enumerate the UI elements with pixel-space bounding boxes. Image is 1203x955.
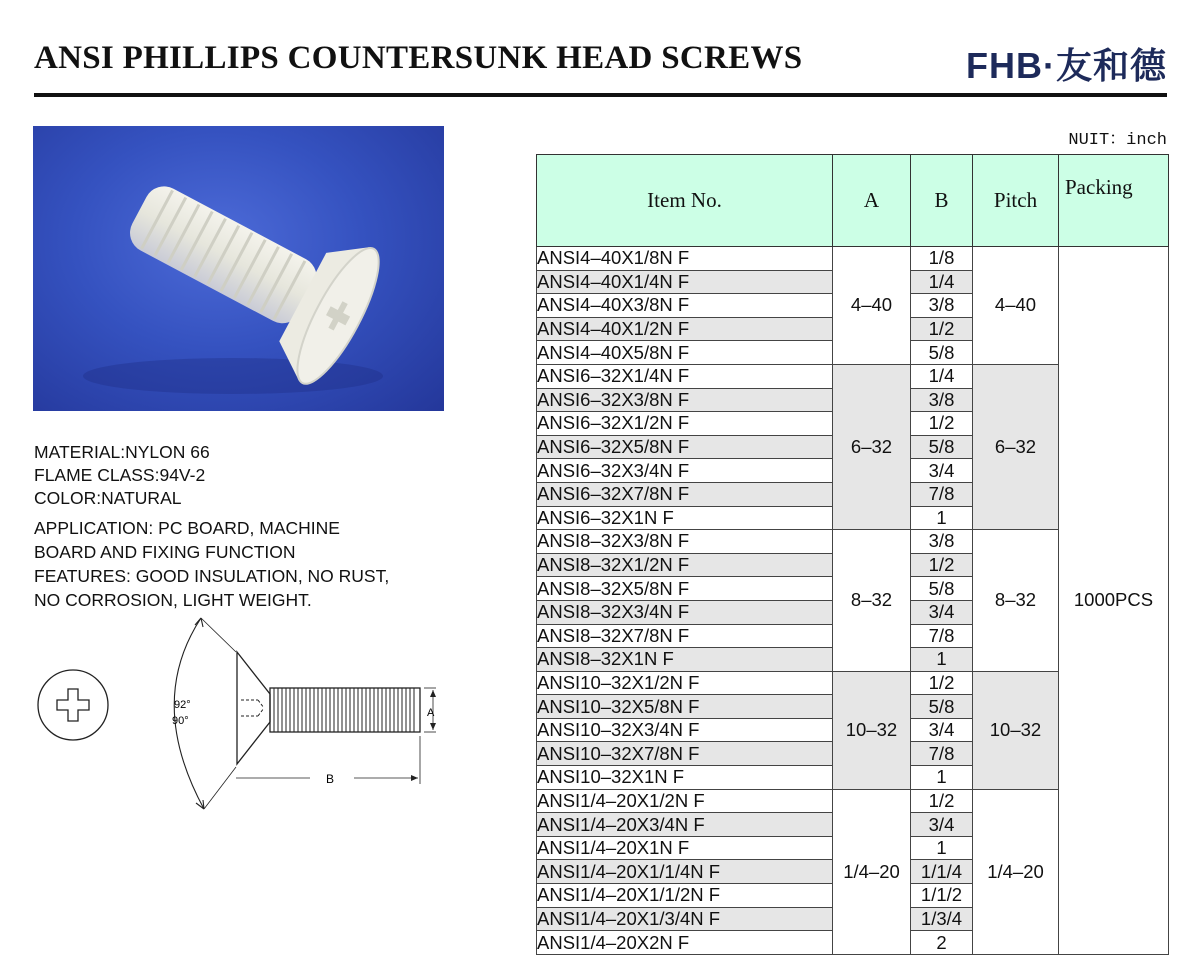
table-body <box>537 247 1169 955</box>
table-header-row <box>537 155 1169 247</box>
cell-a: 8–32 <box>833 530 911 672</box>
cell-item-no: ANSI4–40X1/2N F <box>537 317 833 341</box>
cell-a: 10–32 <box>833 671 911 789</box>
cell-b: 3/8 <box>911 294 973 318</box>
cell-item-no: ANSI6–32X1/4N F <box>537 364 833 388</box>
header-item-no: Item No. <box>537 155 833 247</box>
cell-b: 1/2 <box>911 553 973 577</box>
cell-b: 3/8 <box>911 388 973 412</box>
cell-item-no: ANSI10–32X7/8N F <box>537 742 833 766</box>
cell-b: 2 <box>911 931 973 955</box>
cell-b: 1/1/2 <box>911 884 973 908</box>
title-divider <box>34 93 1167 97</box>
application-line-2: BOARD AND FIXING FUNCTION <box>34 542 296 562</box>
cell-b: 1 <box>911 766 973 790</box>
cell-b: 3/4 <box>911 813 973 837</box>
cell-item-no: ANSI10–32X3/4N F <box>537 718 833 742</box>
cell-item-no: ANSI4–40X5/8N F <box>537 341 833 365</box>
cell-item-no: ANSI1/4–20X1/2N F <box>537 789 833 813</box>
cell-b: 5/8 <box>911 435 973 459</box>
cell-item-no: ANSI8–32X1N F <box>537 648 833 672</box>
cell-packing: 1000PCS <box>1059 247 1169 955</box>
cell-a: 4–40 <box>833 247 911 365</box>
spec-table <box>536 154 1169 955</box>
cell-b: 1/2 <box>911 789 973 813</box>
cell-pitch: 6–32 <box>973 364 1059 529</box>
header-b: B <box>911 155 973 247</box>
unit-note: NUIT：inch <box>1068 131 1167 150</box>
cell-item-no: ANSI6–32X7/8N F <box>537 482 833 506</box>
cell-b: 3/4 <box>911 459 973 483</box>
cell-b: 3/4 <box>911 600 973 624</box>
cell-item-no: ANSI8–32X3/8N F <box>537 530 833 554</box>
screw-dimension-diagram <box>36 612 436 822</box>
application-line-4: NO CORROSION, LIGHT WEIGHT. <box>34 590 312 610</box>
cell-b: 5/8 <box>911 341 973 365</box>
brand-logo: FHB·友和德 <box>966 45 1167 86</box>
cell-a: 6–32 <box>833 364 911 529</box>
cell-item-no: ANSI1/4–20X1/3/4N F <box>537 907 833 931</box>
cell-b: 1/4 <box>911 364 973 388</box>
cell-item-no: ANSI10–32X1N F <box>537 766 833 790</box>
spec-material: MATERIAL:NYLON 66 <box>34 442 210 462</box>
cell-a: 1/4–20 <box>833 789 911 954</box>
cell-item-no: ANSI6–32X3/4N F <box>537 459 833 483</box>
header-a: A <box>833 155 911 247</box>
dimension-a-label: A <box>427 707 435 719</box>
cell-item-no: ANSI8–32X7/8N F <box>537 624 833 648</box>
cell-b: 5/8 <box>911 695 973 719</box>
cell-b: 1/8 <box>911 247 973 271</box>
cell-b: 1 <box>911 506 973 530</box>
header-packing: Packing <box>1059 155 1169 247</box>
cell-b: 1 <box>911 836 973 860</box>
cell-pitch: 4–40 <box>973 247 1059 365</box>
cell-item-no: ANSI6–32X3/8N F <box>537 388 833 412</box>
application-line-1: APPLICATION: PC BOARD, MACHINE <box>34 518 340 538</box>
cell-b: 1 <box>911 648 973 672</box>
cell-pitch: 8–32 <box>973 530 1059 672</box>
cell-item-no: ANSI8–32X5/8N F <box>537 577 833 601</box>
cell-b: 1/2 <box>911 317 973 341</box>
cell-item-no: ANSI8–32X1/2N F <box>537 553 833 577</box>
spec-color: COLOR:NATURAL <box>34 488 182 508</box>
cell-item-no: ANSI10–32X1/2N F <box>537 671 833 695</box>
cell-item-no: ANSI6–32X1N F <box>537 506 833 530</box>
spec-flame-class: FLAME CLASS:94V-2 <box>34 465 206 485</box>
product-photo <box>33 126 444 411</box>
material-specs <box>34 441 210 510</box>
cell-item-no: ANSI6–32X1/2N F <box>537 412 833 436</box>
angle-label-90: 90° <box>172 715 189 727</box>
screw-photo-illustration <box>33 126 444 411</box>
cell-item-no: ANSI4–40X1/4N F <box>537 270 833 294</box>
cell-item-no: ANSI10–32X5/8N F <box>537 695 833 719</box>
header-pitch: Pitch <box>973 155 1059 247</box>
cell-b: 1/4 <box>911 270 973 294</box>
cell-item-no: ANSI4–40X3/8N F <box>537 294 833 318</box>
application-line-3: FEATURES: GOOD INSULATION, NO RUST, <box>34 566 390 586</box>
cell-item-no: ANSI1/4–20X1/1/4N F <box>537 860 833 884</box>
cell-b: 1/3/4 <box>911 907 973 931</box>
cell-pitch: 1/4–20 <box>973 789 1059 954</box>
cell-b: 3/4 <box>911 718 973 742</box>
table-row <box>537 247 1169 271</box>
cell-pitch: 10–32 <box>973 671 1059 789</box>
cell-item-no: ANSI6–32X5/8N F <box>537 435 833 459</box>
cell-b: 5/8 <box>911 577 973 601</box>
cell-b: 7/8 <box>911 482 973 506</box>
cell-b: 1/2 <box>911 412 973 436</box>
cell-item-no: ANSI1/4–20X1/1/2N F <box>537 884 833 908</box>
cell-item-no: ANSI8–32X3/4N F <box>537 600 833 624</box>
cell-item-no: ANSI4–40X1/8N F <box>537 247 833 271</box>
cell-item-no: ANSI1/4–20X3/4N F <box>537 813 833 837</box>
phillips-recess-icon <box>57 689 89 721</box>
cell-item-no: ANSI1/4–20X2N F <box>537 931 833 955</box>
head-top-view <box>38 670 108 740</box>
cell-b: 7/8 <box>911 742 973 766</box>
cell-b: 1/2 <box>911 671 973 695</box>
cell-b: 3/8 <box>911 530 973 554</box>
application-text <box>34 516 454 612</box>
cell-b: 1/1/4 <box>911 860 973 884</box>
cell-item-no: ANSI1/4–20X1N F <box>537 836 833 860</box>
angle-label-92: 92° <box>174 699 191 711</box>
dimension-b-label: B <box>326 772 335 786</box>
countersunk-head-side <box>237 652 270 764</box>
cell-b: 7/8 <box>911 624 973 648</box>
page-title: ANSI PHILLIPS COUNTERSUNK HEAD SCREWS <box>34 40 803 76</box>
